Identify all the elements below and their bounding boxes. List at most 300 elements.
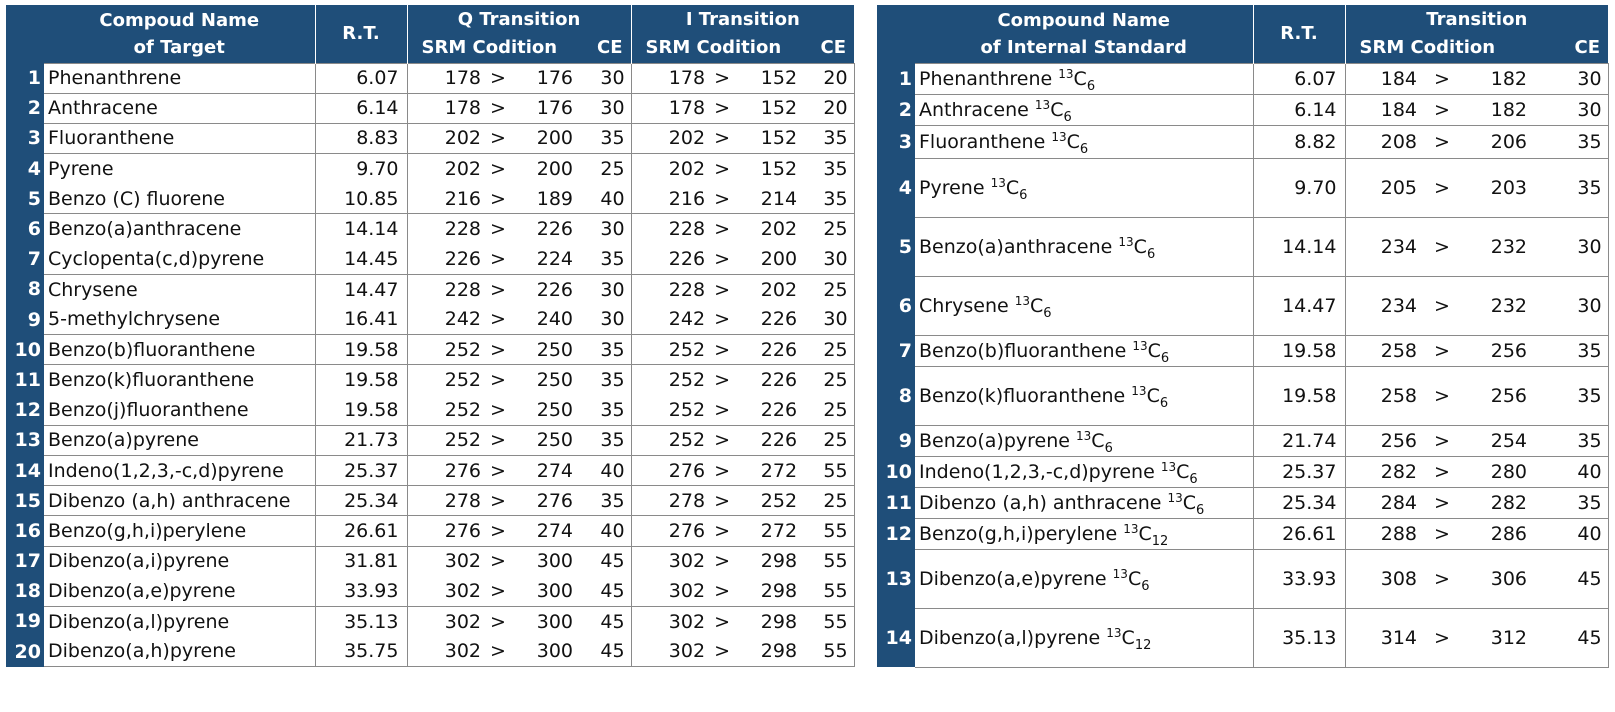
i-precursor-mass: 302 xyxy=(631,576,705,606)
q-product-mass: 300 xyxy=(515,606,573,636)
table-row xyxy=(877,94,1608,125)
compound-base-name: Dibenzo(a,e)pyrene xyxy=(919,567,1113,590)
q-arrow: > xyxy=(481,606,515,636)
i-precursor-mass: 242 xyxy=(631,305,705,335)
table-row xyxy=(877,456,1608,487)
table-row xyxy=(6,244,854,274)
collision-energy: 35 xyxy=(1527,158,1608,217)
isotope-mass-number: 13 xyxy=(1076,428,1092,443)
retention-time: 21.74 xyxy=(1253,425,1345,456)
table-row xyxy=(6,63,854,93)
q-product-mass: 226 xyxy=(515,214,573,244)
i-collision-energy: 35 xyxy=(797,123,854,153)
compound-name: Fluoranthene xyxy=(44,123,315,153)
i-arrow: > xyxy=(705,63,739,93)
compound-base-name: Phenanthrene xyxy=(919,67,1059,90)
q-arrow: > xyxy=(490,247,506,270)
compound-name: Dibenzo(a,l)pyrene xyxy=(44,606,315,636)
transition-arrow: > xyxy=(1417,549,1467,608)
transition-arrow: > xyxy=(1417,456,1467,487)
row-number: 6 xyxy=(877,276,915,335)
product-mass: 254 xyxy=(1467,425,1527,456)
table-row xyxy=(6,637,854,667)
q-precursor-mass: 228 xyxy=(407,274,481,304)
isotope-element: C xyxy=(1182,491,1197,514)
row-number: 13 xyxy=(877,549,915,608)
isotope-count: 6 xyxy=(1086,78,1096,94)
product-mass: 182 xyxy=(1467,63,1527,94)
collision-energy: 35 xyxy=(1527,125,1608,158)
row-number: 11 xyxy=(6,365,44,395)
compound-name xyxy=(915,456,1253,487)
compound-name: Benzo(g,h,i)perylene xyxy=(44,516,315,546)
i-precursor-mass: 202 xyxy=(631,123,705,153)
isotope-mass-number: 13 xyxy=(990,175,1006,190)
table-row xyxy=(6,546,854,576)
q-product-mass: 176 xyxy=(515,93,573,123)
q-precursor-mass: 278 xyxy=(407,486,481,516)
i-collision-energy: 25 xyxy=(797,214,854,244)
retention-time: 25.34 xyxy=(1253,487,1345,518)
q-collision-energy: 35 xyxy=(573,365,631,395)
row-number: 7 xyxy=(6,244,44,274)
compound-name xyxy=(915,608,1253,667)
q-precursor-mass: 252 xyxy=(407,425,481,455)
compound-base-name: Dibenzo(a,l)pyrene xyxy=(919,626,1107,649)
q-arrow: > xyxy=(490,580,506,603)
q-product-mass: 250 xyxy=(515,335,573,365)
row-number: 13 xyxy=(6,425,44,455)
isotope-count: 6 xyxy=(1160,350,1170,366)
product-mass: 280 xyxy=(1467,456,1527,487)
i-product-mass: 226 xyxy=(739,365,797,395)
row-number: 14 xyxy=(877,608,915,667)
row-number: 5 xyxy=(6,184,44,214)
header-is-compound-line1: Compound Name xyxy=(997,9,1171,31)
compound-name xyxy=(915,94,1253,125)
i-arrow: > xyxy=(705,486,739,516)
isotope-count: 6 xyxy=(1043,305,1052,321)
row-number: 18 xyxy=(6,576,44,606)
table-row xyxy=(877,276,1608,335)
table-row xyxy=(6,455,854,485)
q-collision-energy: 30 xyxy=(573,214,631,244)
i-arrow: > xyxy=(714,308,730,331)
transition-arrow: > xyxy=(1417,518,1467,549)
i-product-mass: 152 xyxy=(739,63,797,93)
q-collision-energy: 35 xyxy=(600,247,625,270)
collision-energy: 35 xyxy=(1527,335,1608,366)
header-is-compound-name xyxy=(915,5,1253,63)
compound-base-name: Indeno(1,2,3,-c,d)pyrene xyxy=(919,460,1161,483)
i-arrow: > xyxy=(705,637,739,667)
table-row xyxy=(6,486,854,516)
isotope-count: 12 xyxy=(1134,637,1152,653)
row-number: 1 xyxy=(877,63,915,94)
i-collision-energy: 55 xyxy=(797,546,854,576)
q-precursor-mass: 242 xyxy=(407,305,481,335)
compound-base-name: Benzo(b)fluoranthene xyxy=(919,339,1133,362)
transition-arrow: > xyxy=(1417,608,1467,667)
i-product-mass: 298 xyxy=(739,637,797,667)
i-arrow: > xyxy=(705,606,739,636)
compound-name xyxy=(915,366,1253,425)
isotope-mass-number: 13 xyxy=(1131,383,1147,398)
precursor-mass: 288 xyxy=(1345,518,1417,549)
isotope-count: 6 xyxy=(1141,578,1150,594)
q-arrow: > xyxy=(481,637,515,667)
table-row xyxy=(877,158,1608,217)
table-row xyxy=(6,274,854,304)
q-precursor-mass: 252 xyxy=(407,395,481,425)
q-arrow: > xyxy=(481,123,515,153)
i-product-mass: 298 xyxy=(739,606,797,636)
internal-standard-rows xyxy=(877,63,1608,667)
compound-base-name: Benzo(k)fluoranthene xyxy=(919,384,1132,407)
i-arrow: > xyxy=(705,123,739,153)
isotope-mass-number: 13 xyxy=(1118,234,1134,249)
isotope-count: 12 xyxy=(1151,533,1169,549)
i-product-mass: 202 xyxy=(739,214,797,244)
compound-name xyxy=(915,425,1253,456)
retention-time: 14.45 xyxy=(315,244,407,274)
precursor-mass: 282 xyxy=(1345,456,1417,487)
i-product-mass: 226 xyxy=(739,335,797,365)
product-mass: 206 xyxy=(1467,125,1527,158)
table-row xyxy=(877,518,1608,549)
q-collision-energy: 35 xyxy=(573,335,631,365)
i-precursor-mass: 252 xyxy=(631,335,705,365)
q-collision-energy: 30 xyxy=(573,93,631,123)
retention-time: 33.93 xyxy=(1253,549,1345,608)
i-precursor-mass: 252 xyxy=(631,365,705,395)
row-number: 3 xyxy=(877,125,915,158)
isotope-count: 6 xyxy=(1146,246,1156,262)
table-row xyxy=(6,516,854,546)
header-q-srm-ce xyxy=(407,34,631,63)
q-collision-energy: 40 xyxy=(573,455,631,485)
i-product-mass: 200 xyxy=(760,247,798,270)
isotope-element: C xyxy=(1005,176,1020,199)
header-q-ce: CE xyxy=(597,37,623,59)
precursor-mass: 314 xyxy=(1345,608,1417,667)
q-precursor-mass: 228 xyxy=(407,214,481,244)
product-mass: 232 xyxy=(1467,276,1527,335)
header-is-srm: SRM Codition xyxy=(1359,37,1496,59)
i-arrow: > xyxy=(705,516,739,546)
isotope-element: C xyxy=(1121,626,1135,649)
table-row xyxy=(877,125,1608,158)
compound-name: Dibenzo(a,i)pyrene xyxy=(44,546,315,576)
q-product-mass: 274 xyxy=(515,516,573,546)
transition-arrow: > xyxy=(1417,94,1467,125)
row-number: 1 xyxy=(6,63,44,93)
q-arrow: > xyxy=(481,335,515,365)
table-row xyxy=(6,335,854,365)
product-mass: 306 xyxy=(1467,549,1527,608)
q-arrow: > xyxy=(481,516,515,546)
internal-standard-table xyxy=(877,5,1609,668)
row-number: 4 xyxy=(6,154,44,184)
retention-time: 14.47 xyxy=(315,274,407,304)
header-rt: R.T. xyxy=(315,5,407,63)
q-precursor-mass: 302 xyxy=(407,576,481,606)
compound-name: Benzo(a)anthracene xyxy=(44,214,315,244)
i-collision-energy: 55 xyxy=(797,637,854,667)
retention-time: 25.37 xyxy=(1253,456,1345,487)
q-product-mass: 176 xyxy=(515,63,573,93)
row-number: 15 xyxy=(6,486,44,516)
i-collision-energy: 20 xyxy=(797,63,854,93)
q-collision-energy: 35 xyxy=(573,123,631,153)
q-arrow: > xyxy=(481,425,515,455)
q-precursor-mass: 202 xyxy=(407,154,481,184)
q-arrow: > xyxy=(481,486,515,516)
row-number: 2 xyxy=(877,94,915,125)
compound-name: Dibenzo(a,h)pyrene xyxy=(44,637,315,667)
collision-energy: 30 xyxy=(1527,94,1608,125)
compound-name xyxy=(915,63,1253,94)
header-compound-line1: Compoud Name xyxy=(99,9,260,31)
i-product-mass: 298 xyxy=(739,546,797,576)
header-i-transition: I Transition xyxy=(631,5,854,34)
q-product-mass: 300 xyxy=(515,546,573,576)
retention-time: 9.70 xyxy=(1253,158,1345,217)
transition-arrow: > xyxy=(1417,366,1467,425)
row-number: 4 xyxy=(877,158,915,217)
row-number: 6 xyxy=(6,214,44,244)
row-number: 5 xyxy=(877,217,915,276)
q-product-mass: 226 xyxy=(515,274,573,304)
precursor-mass: 284 xyxy=(1345,487,1417,518)
retention-time: 35.13 xyxy=(1253,608,1345,667)
row-number: 10 xyxy=(6,335,44,365)
header-is-number-column xyxy=(877,5,915,63)
i-arrow: > xyxy=(705,154,739,184)
compound-name: Benzo(b)fluoranthene xyxy=(44,335,315,365)
q-precursor-mass: 252 xyxy=(407,365,481,395)
target-compound-table xyxy=(6,5,855,667)
q-arrow: > xyxy=(481,93,515,123)
header-q-transition: Q Transition xyxy=(407,5,631,34)
q-product-mass: 200 xyxy=(515,123,573,153)
i-product-mass: 272 xyxy=(739,516,797,546)
collision-energy: 30 xyxy=(1527,63,1608,94)
q-arrow: > xyxy=(481,274,515,304)
isotope-mass-number: 13 xyxy=(1112,566,1128,581)
i-product-mass: 226 xyxy=(760,398,798,421)
transition-arrow: > xyxy=(1417,276,1467,335)
retention-time: 6.07 xyxy=(1253,63,1345,94)
compound-name: Benzo(a)pyrene xyxy=(44,425,315,455)
q-precursor-mass: 276 xyxy=(407,455,481,485)
transition-arrow: > xyxy=(1417,63,1467,94)
compound-name: Dibenzo (a,h) anthracene xyxy=(44,486,315,516)
retention-time: 26.61 xyxy=(1253,518,1345,549)
compound-name xyxy=(915,125,1253,158)
compound-name: Phenanthrene xyxy=(44,63,315,93)
retention-time: 31.81 xyxy=(315,546,407,576)
target-compound-rows xyxy=(6,63,854,667)
row-number: 20 xyxy=(6,637,44,667)
isotope-mass-number: 13 xyxy=(1034,97,1051,112)
i-precursor-mass: 228 xyxy=(631,214,705,244)
header-compound-line2: of Target xyxy=(133,36,225,58)
compound-name xyxy=(915,518,1253,549)
precursor-mass: 258 xyxy=(1345,366,1417,425)
collision-energy: 30 xyxy=(1527,217,1608,276)
i-collision-energy: 30 xyxy=(797,244,854,274)
product-mass: 286 xyxy=(1467,518,1527,549)
header-i-srm-ce xyxy=(631,34,854,63)
i-arrow: > xyxy=(705,365,739,395)
compound-name: Benzo(j)fluoranthene xyxy=(48,398,249,421)
q-arrow: > xyxy=(481,63,515,93)
q-collision-energy: 30 xyxy=(573,274,631,304)
table-row xyxy=(6,93,854,123)
retention-time: 21.73 xyxy=(315,425,407,455)
compound-name: Anthracene xyxy=(44,93,315,123)
i-precursor-mass: 178 xyxy=(631,93,705,123)
q-precursor-mass: 178 xyxy=(407,63,481,93)
i-product-mass: 272 xyxy=(739,455,797,485)
retention-time: 6.14 xyxy=(1253,94,1345,125)
q-collision-energy: 35 xyxy=(600,398,625,421)
product-mass: 256 xyxy=(1467,335,1527,366)
header-is-srm-ce xyxy=(1345,34,1608,63)
compound-name xyxy=(915,487,1253,518)
precursor-mass: 234 xyxy=(1345,217,1417,276)
i-precursor-mass: 252 xyxy=(631,425,705,455)
isotope-count: 6 xyxy=(1063,109,1072,125)
i-collision-energy: 55 xyxy=(797,516,854,546)
q-product-mass: 250 xyxy=(536,398,573,421)
i-collision-energy: 55 xyxy=(797,576,854,606)
isotope-mass-number: 13 xyxy=(1160,459,1177,474)
i-product-mass: 152 xyxy=(739,93,797,123)
transition-arrow: > xyxy=(1417,158,1467,217)
retention-time: 35.75 xyxy=(315,637,407,667)
q-collision-energy: 45 xyxy=(573,606,631,636)
q-collision-energy: 40 xyxy=(573,516,631,546)
collision-energy: 35 xyxy=(1527,487,1608,518)
q-collision-energy: 45 xyxy=(600,580,625,603)
isotope-element: C xyxy=(1030,294,1044,317)
retention-time: 6.14 xyxy=(315,93,407,123)
retention-time: 35.13 xyxy=(315,606,407,636)
table-row xyxy=(877,63,1608,94)
table-row xyxy=(6,425,854,455)
table-row xyxy=(877,366,1608,425)
i-collision-energy: 25 xyxy=(797,395,854,425)
isotope-element: C xyxy=(1091,429,1105,452)
table-row xyxy=(877,549,1608,608)
table-row xyxy=(877,217,1608,276)
i-arrow: > xyxy=(705,335,739,365)
i-arrow: > xyxy=(714,398,730,421)
product-mass: 232 xyxy=(1467,217,1527,276)
i-collision-energy: 25 xyxy=(797,486,854,516)
collision-energy: 30 xyxy=(1527,276,1608,335)
row-number: 2 xyxy=(6,93,44,123)
q-precursor-mass: 202 xyxy=(407,123,481,153)
i-precursor-mass: 278 xyxy=(631,486,705,516)
row-number: 19 xyxy=(6,606,44,636)
q-product-mass: 224 xyxy=(536,247,573,270)
retention-time: 25.34 xyxy=(315,486,407,516)
compound-name: Dibenzo(a,e)pyrene xyxy=(48,580,236,603)
header-i-ce: CE xyxy=(820,37,847,59)
isotope-mass-number: 13 xyxy=(1058,66,1074,81)
row-number: 9 xyxy=(6,305,44,335)
header-i-srm: SRM Codition xyxy=(645,37,782,59)
isotope-count: 6 xyxy=(1196,502,1205,518)
header-q-srm: SRM Codition xyxy=(421,37,558,59)
q-arrow: > xyxy=(481,455,515,485)
transition-arrow: > xyxy=(1417,217,1467,276)
table-row xyxy=(6,576,854,606)
isotope-count: 6 xyxy=(1079,141,1089,157)
i-product-mass: 202 xyxy=(739,274,797,304)
compound-base-name: Benzo(g,h,i)perylene xyxy=(919,522,1124,545)
i-collision-energy: 25 xyxy=(797,425,854,455)
i-product-mass: 226 xyxy=(760,308,798,331)
q-product-mass: 189 xyxy=(536,187,573,210)
compound-base-name: Benzo(a)pyrene xyxy=(919,429,1076,452)
isotope-mass-number: 13 xyxy=(1014,293,1031,308)
q-product-mass: 300 xyxy=(536,580,573,603)
header-is-compound-line2: of Internal Standard xyxy=(980,36,1187,58)
isotope-element: C xyxy=(1050,98,1064,121)
isotope-element: C xyxy=(1147,339,1161,362)
compound-name: Pyrene xyxy=(44,154,315,184)
i-collision-energy: 35 xyxy=(797,184,854,214)
precursor-mass: 258 xyxy=(1345,335,1417,366)
product-mass: 256 xyxy=(1467,366,1527,425)
isotope-element: C xyxy=(1176,460,1190,483)
q-collision-energy: 45 xyxy=(573,546,631,576)
row-number: 12 xyxy=(877,518,915,549)
q-precursor-mass: 276 xyxy=(407,516,481,546)
isotope-element: C xyxy=(1127,567,1142,590)
i-product-mass: 252 xyxy=(739,486,797,516)
retention-time: 19.58 xyxy=(1253,335,1345,366)
q-product-mass: 200 xyxy=(515,154,573,184)
q-arrow: > xyxy=(490,187,506,210)
i-arrow: > xyxy=(705,274,739,304)
row-number: 8 xyxy=(6,274,44,304)
compound-name xyxy=(915,217,1253,276)
i-arrow: > xyxy=(705,425,739,455)
isotope-element: C xyxy=(1146,384,1160,407)
i-precursor-mass: 178 xyxy=(631,63,705,93)
table-row xyxy=(6,395,854,425)
i-arrow: > xyxy=(705,214,739,244)
q-precursor-mass: 178 xyxy=(407,93,481,123)
compound-base-name: Fluoranthene xyxy=(919,130,1052,153)
compound-name: Benzo (C) fluorene xyxy=(48,187,225,210)
table-row xyxy=(877,335,1608,366)
product-mass: 203 xyxy=(1467,158,1527,217)
isotope-mass-number: 13 xyxy=(1132,338,1148,353)
table-row xyxy=(877,608,1608,667)
q-precursor-mass: 302 xyxy=(407,606,481,636)
retention-time: 10.85 xyxy=(315,184,407,214)
i-collision-energy: 25 xyxy=(797,365,854,395)
compound-base-name: Pyrene xyxy=(919,176,991,199)
collision-energy: 40 xyxy=(1527,518,1608,549)
compound-name: Indeno(1,2,3,-c,d)pyrene xyxy=(44,455,315,485)
